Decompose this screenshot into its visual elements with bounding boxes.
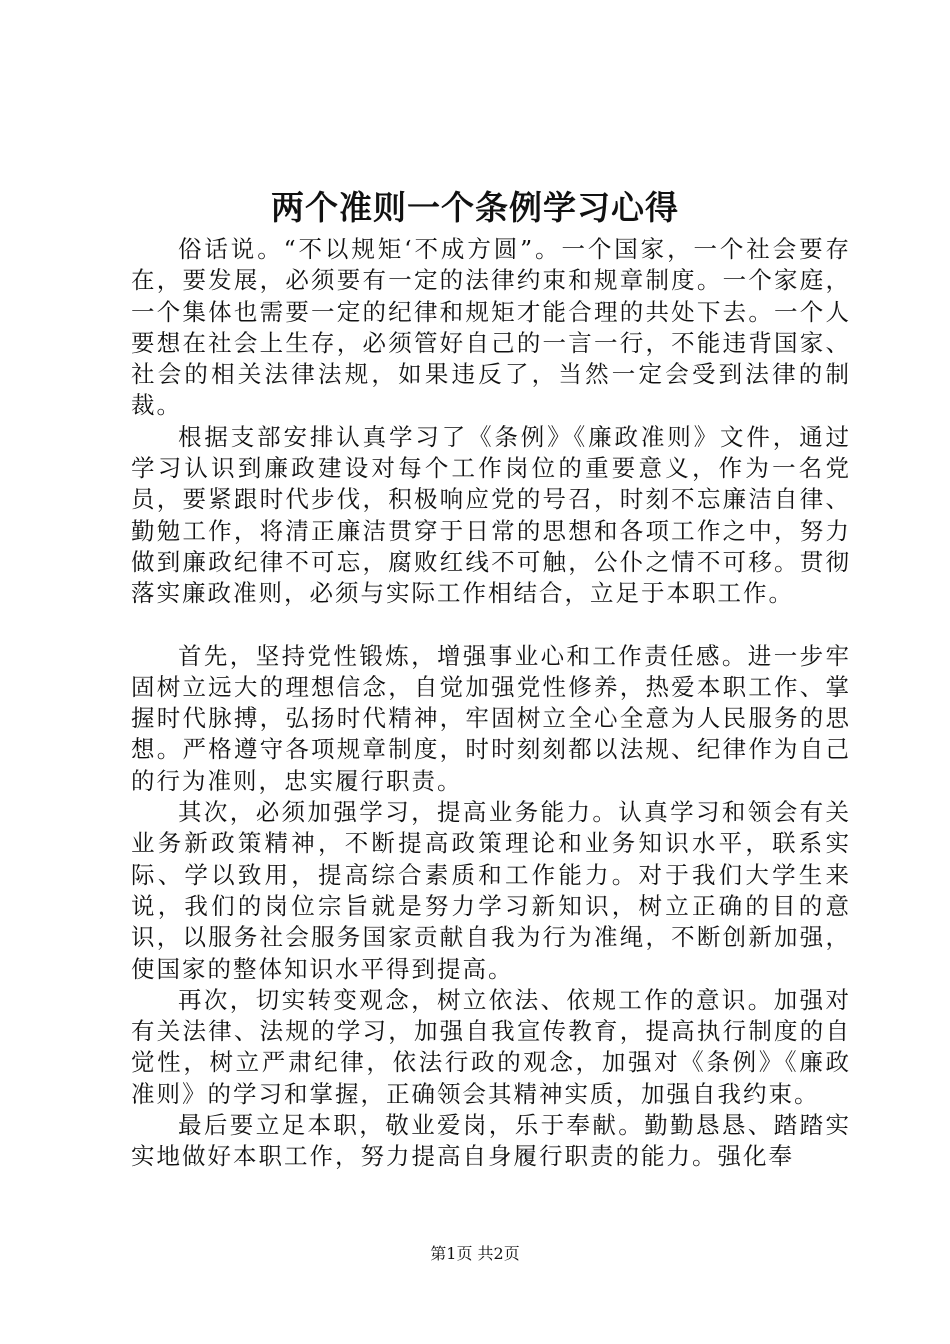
document-body <box>131 234 851 1173</box>
paragraph-third: 再次，切实转变观念，树立依法、依规工作的意识。加强对有关法律、法规的学习，加强自我宣传教育，提高执行制度的自觉性，树立严肃纪律，依法行政的观念，加强对《条例》《廉政准则》的学习和掌握，正确领会其精神实质，加强自我约束。 <box>131 985 851 1108</box>
paragraph-intro: 俗话说。“不以规矩‘不成方圆”。一个国家，一个社会要存在，要发展，必须要有一定的法律约束和规章制度。一个家庭，一个集体也需要一定的纪律和规矩才能合理的共处下去。一个人要想在社会上生存，必须管好自己的一言一行，不能违背国家、社会的相关法律法规，如果违反了，当然一定会受到法律的制裁。 <box>131 235 851 420</box>
paragraph-gap <box>131 610 851 641</box>
paragraph-second: 其次，必须加强学习，提高业务能力。认真学习和领会有关业务新政策精神，不断提高政策理论和业务知识水平，联系实际、学以致用，提高综合素质和工作能力。对于我们大学生来说，我们的岗位宗旨就是努力学习新知识，树立正确的目的意识，以服务社会服务国家贡献自我为行为准绳，不断创新加强，使国家的整体知识水平得到提高。 <box>131 798 851 983</box>
paragraph-first: 首先，坚持党性锻炼，增强事业心和工作责任感。进一步牢固树立远大的理想信念，自觉加强党性修养，热爱本职工作、掌握时代脉搏，弘扬时代精神，牢固树立全心全意为人民服务的思想。严格遵守各项规章制度，时时刻刻都以法规、纪律作为自己的行为准则，忠实履行职责。 <box>131 641 851 795</box>
document-title: 两个准则一个条例学习心得 <box>271 188 679 227</box>
page-number-footer: 第1页 共2页 <box>430 1244 520 1263</box>
paragraph-study: 根据支部安排认真学习了《条例》《廉政准则》文件，通过学习认识到廉政建设对每个工作岗位的重要意义，作为一名党员，要紧跟时代步伐，积极响应党的号召，时刻不忘廉洁自律、勤勉工作，将清正廉洁贯穿于日常的思想和各项工作之中，努力做到廉政纪律不可忘，腐败红线不可触，公仆之情不可移。贯彻落实廉政准则，必须与实际工作相结合，立足于本职工作。 <box>131 422 851 608</box>
paragraph-last: 最后要立足本职，敬业爱岗，乐于奉献。勤勤恳恳、踏踏实实地做好本职工作，努力提高自身履行职责的能力。强化奉 <box>131 1111 851 1171</box>
